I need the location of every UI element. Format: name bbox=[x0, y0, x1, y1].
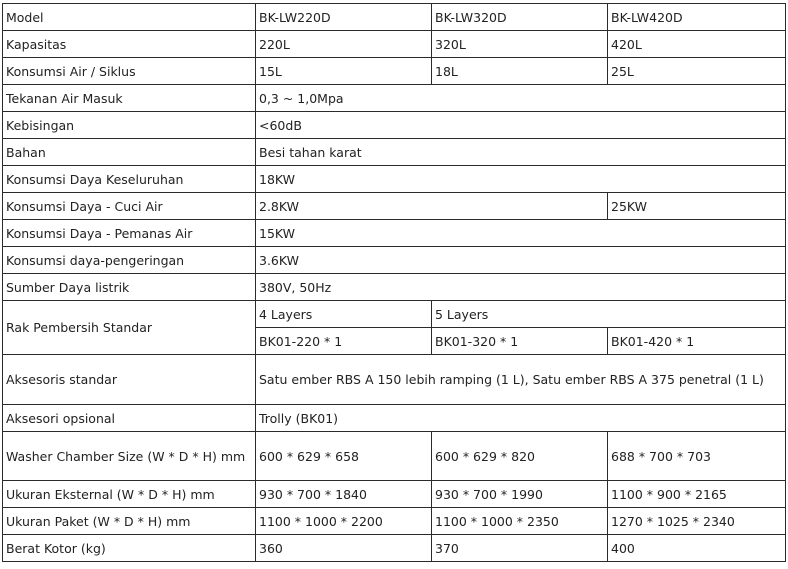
cell-value: 15KW bbox=[256, 220, 786, 247]
table-row bbox=[3, 481, 786, 508]
cell-value: Satu ember RBS A 150 lebih ramping (1 L), Satu ember RBS A 375 penetral (1 L) bbox=[256, 355, 786, 405]
cell-value: 370 bbox=[432, 535, 608, 562]
table-row bbox=[3, 139, 786, 166]
table-row bbox=[3, 85, 786, 112]
table-row bbox=[3, 166, 786, 193]
table-row bbox=[3, 508, 786, 535]
cell-value: <60dB bbox=[256, 112, 786, 139]
cell-value: 400 bbox=[608, 535, 786, 562]
cell-value: 688 * 700 * 703 bbox=[608, 432, 786, 481]
cell-value: 25KW bbox=[608, 193, 786, 220]
row-label: Berat Kotor (kg) bbox=[3, 535, 256, 562]
table-row bbox=[3, 31, 786, 58]
cell-value: 360 bbox=[256, 535, 432, 562]
cell-value: 600 * 629 * 820 bbox=[432, 432, 608, 481]
cell-value: BK01-220 * 1 bbox=[256, 328, 432, 355]
cell-value: 600 * 629 * 658 bbox=[256, 432, 432, 481]
table-row bbox=[3, 355, 786, 405]
row-label: Model bbox=[3, 4, 256, 31]
table-row bbox=[3, 432, 786, 481]
cell-value: 0,3 ~ 1,0Mpa bbox=[256, 85, 786, 112]
row-label: Aksesori opsional bbox=[3, 405, 256, 432]
table-row bbox=[3, 535, 786, 562]
cell-value: BK01-320 * 1 bbox=[432, 328, 608, 355]
cell-value: BK-LW320D bbox=[432, 4, 608, 31]
row-label: Washer Chamber Size (W * D * H) mm bbox=[3, 432, 256, 481]
row-label: Konsumsi Air / Siklus bbox=[3, 58, 256, 85]
cell-value: 930 * 700 * 1990 bbox=[432, 481, 608, 508]
row-label: Rak Pembersih Standar bbox=[3, 301, 256, 355]
row-label: Tekanan Air Masuk bbox=[3, 85, 256, 112]
cell-value: 18KW bbox=[256, 166, 786, 193]
row-label: Kebisingan bbox=[3, 112, 256, 139]
row-label: Konsumsi daya-pengeringan bbox=[3, 247, 256, 274]
cell-value: 18L bbox=[432, 58, 608, 85]
cell-value: 320L bbox=[432, 31, 608, 58]
row-label: Bahan bbox=[3, 139, 256, 166]
row-label: Ukuran Eksternal (W * D * H) mm bbox=[3, 481, 256, 508]
cell-value: 420L bbox=[608, 31, 786, 58]
cell-value: BK-LW220D bbox=[256, 4, 432, 31]
table-row bbox=[3, 112, 786, 139]
cell-value: 3.6KW bbox=[256, 247, 786, 274]
table-row bbox=[3, 274, 786, 301]
cell-value: 220L bbox=[256, 31, 432, 58]
row-label: Kapasitas bbox=[3, 31, 256, 58]
table-row bbox=[3, 405, 786, 432]
spec-table bbox=[2, 3, 786, 562]
row-label: Konsumsi Daya - Cuci Air bbox=[3, 193, 256, 220]
table-row bbox=[3, 4, 786, 31]
table-row bbox=[3, 193, 786, 220]
cell-value: 25L bbox=[608, 58, 786, 85]
row-label: Ukuran Paket (W * D * H) mm bbox=[3, 508, 256, 535]
row-label: Konsumsi Daya Keseluruhan bbox=[3, 166, 256, 193]
cell-value: 380V, 50Hz bbox=[256, 274, 786, 301]
cell-value: Trolly (BK01) bbox=[256, 405, 786, 432]
cell-value: 15L bbox=[256, 58, 432, 85]
cell-value: Besi tahan karat bbox=[256, 139, 786, 166]
table-row bbox=[3, 58, 786, 85]
table-row bbox=[3, 220, 786, 247]
table-row bbox=[3, 247, 786, 274]
row-label: Sumber Daya listrik bbox=[3, 274, 256, 301]
cell-value: BK01-420 * 1 bbox=[608, 328, 786, 355]
row-label: Aksesoris standar bbox=[3, 355, 256, 405]
table-row bbox=[3, 301, 786, 328]
cell-value: 930 * 700 * 1840 bbox=[256, 481, 432, 508]
cell-value: 1100 * 1000 * 2350 bbox=[432, 508, 608, 535]
cell-value: 1270 * 1025 * 2340 bbox=[608, 508, 786, 535]
cell-value: 1100 * 900 * 2165 bbox=[608, 481, 786, 508]
cell-value: 4 Layers bbox=[256, 301, 432, 328]
cell-value: 5 Layers bbox=[432, 301, 786, 328]
row-label: Konsumsi Daya - Pemanas Air bbox=[3, 220, 256, 247]
cell-value: 1100 * 1000 * 2200 bbox=[256, 508, 432, 535]
cell-value: 2.8KW bbox=[256, 193, 608, 220]
cell-value: BK-LW420D bbox=[608, 4, 786, 31]
